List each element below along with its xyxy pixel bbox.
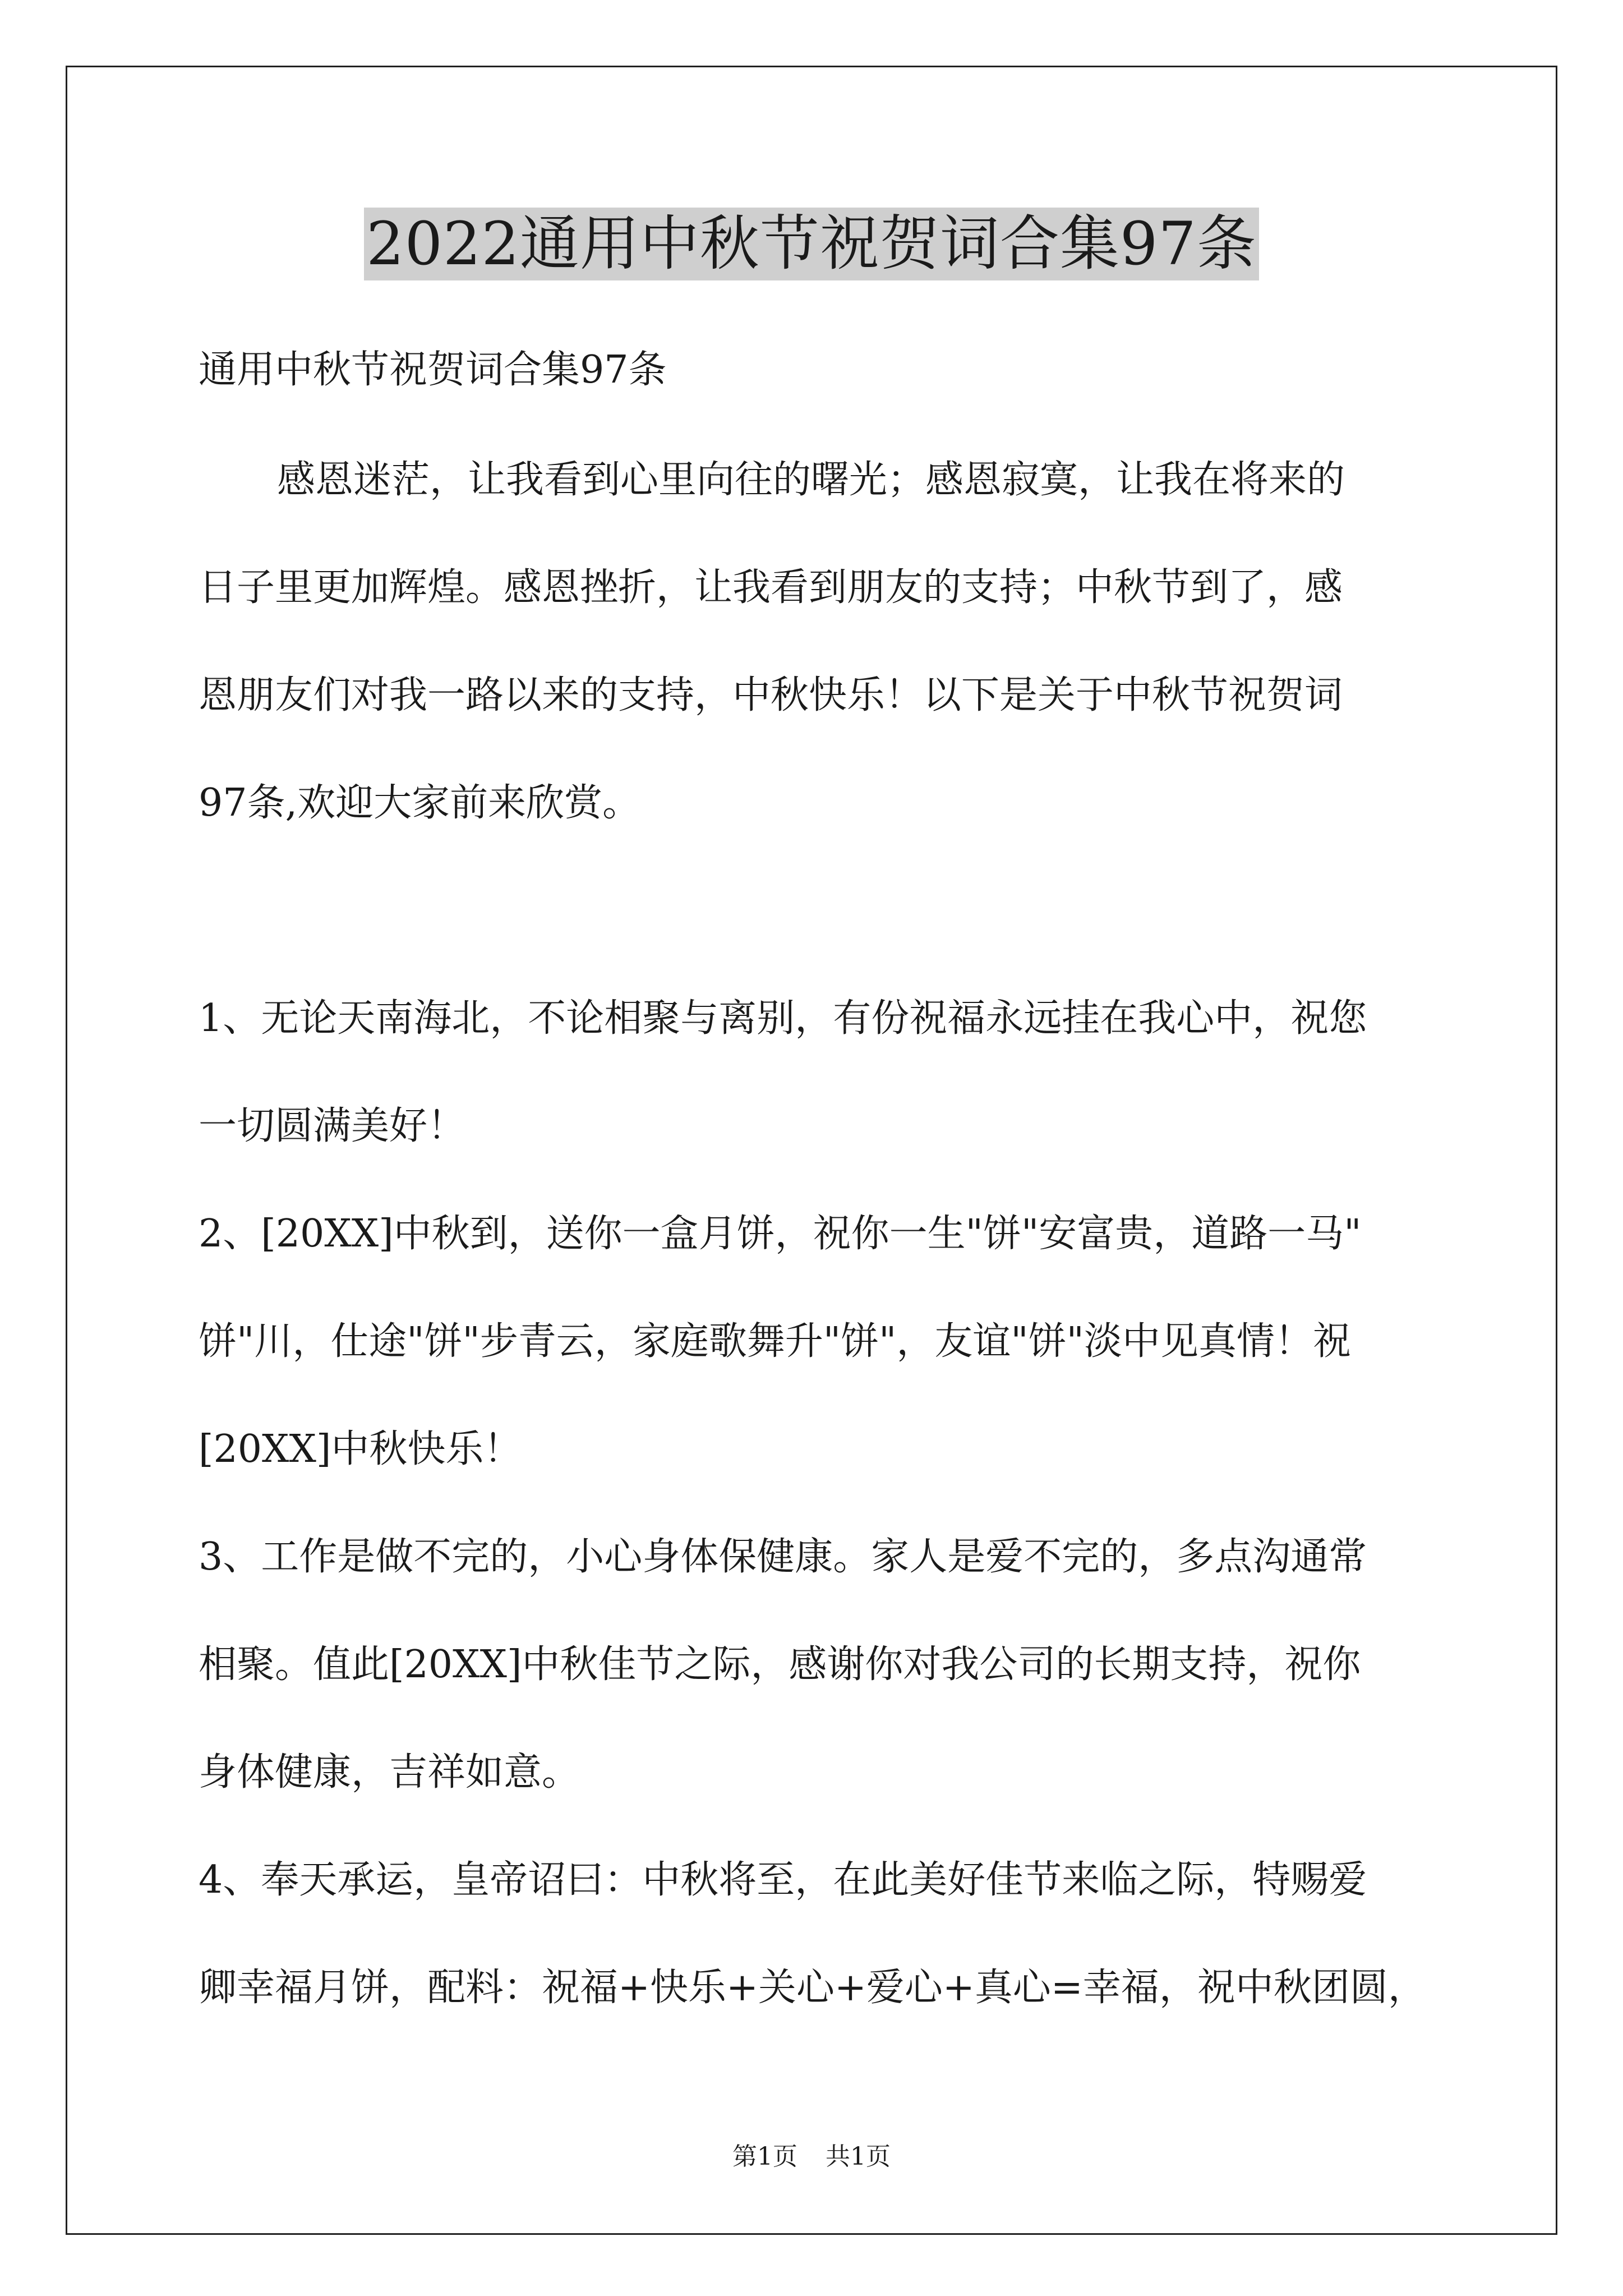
item-line: 卿幸福月饼，配料：祝福+快乐+关心+爱心+真心=幸福，祝中秋团圆， [199, 1966, 1426, 2010]
item-line: 1、无论天南海北，不论相聚与离别，有份祝福永远挂在我心中，祝您 [199, 996, 1367, 1041]
intro-line: 感恩迷茫，让我看到心里向往的曙光；感恩寂寞，让我在将来的 [277, 458, 1345, 502]
page-number-total: 共1页 [826, 2142, 891, 2171]
item-line: 一切圆满美好！ [199, 1104, 466, 1148]
item-line: 饼"川，仕途"饼"步青云，家庭歌舞升"饼"，友谊"饼"淡中见真情！祝 [199, 1319, 1351, 1364]
document-body [199, 314, 1432, 2042]
item-line: [20XX]中秋快乐！ [199, 1427, 522, 1471]
paragraph-spacer [199, 857, 1432, 965]
page-number-current: 第1页 [732, 2142, 797, 2171]
item-line: 3、工作是做不完的，小心身体保健康。家人是爱不完的，多点沟通常 [199, 1535, 1367, 1579]
intro-line: 恩朋友们对我一路以来的支持，中秋快乐！以下是关于中秋节祝贺词 [199, 673, 1343, 717]
title-container [0, 208, 1623, 280]
item-line: 身体健康，吉祥如意。 [199, 1750, 580, 1795]
intro-line: 97条,欢迎大家前来欣赏。 [199, 781, 641, 825]
item-line: 4、奉天承运，皇帝诏曰：中秋将至，在此美好佳节来临之际，特赐爱 [199, 1858, 1367, 1902]
page-footer [0, 2140, 1623, 2174]
intro-line: 日子里更加辉煌。感恩挫折，让我看到朋友的支持；中秋节到了，感 [199, 565, 1343, 610]
document-title: 2022通用中秋节祝贺词合集97条 [364, 208, 1259, 280]
item-line: 相聚。值此[20XX]中秋佳节之际，感谢你对我公司的长期支持，祝你 [199, 1642, 1361, 1687]
document-subtitle: 通用中秋节祝贺词合集97条 [199, 348, 667, 392]
item-line: 2、[20XX]中秋到，送你一盒月饼，祝你一生"饼"安富贵，道路一马" [199, 1212, 1362, 1256]
